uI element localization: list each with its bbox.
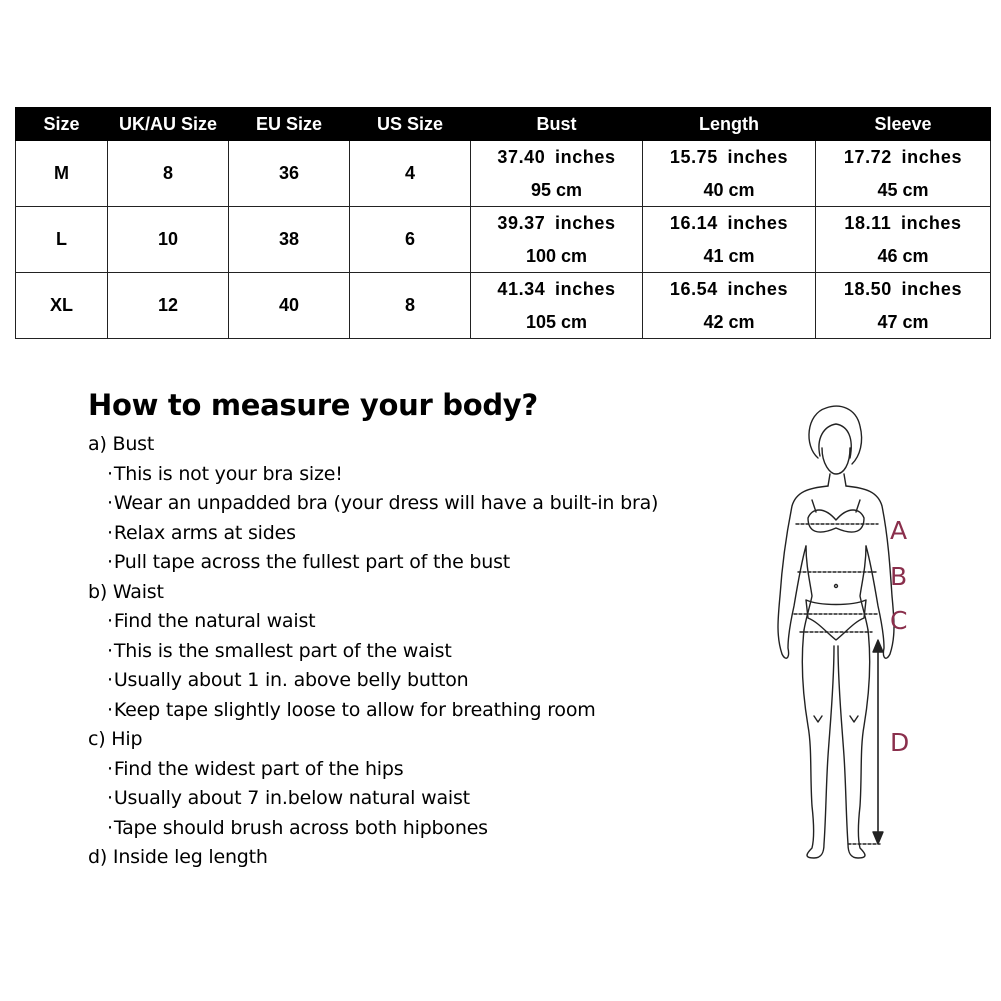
table-row [16, 207, 991, 273]
cell-size: M [16, 141, 108, 207]
cell-uk-au: 10 [108, 207, 229, 273]
body-measurement-figure-icon [760, 396, 930, 886]
waist-tip: · This is the smallest part of the waist [88, 637, 728, 667]
header-uk-au-size: UK/AU Size [108, 108, 229, 141]
cell-eu: 40 [229, 273, 350, 339]
bust-cm: 100 cm [525, 245, 588, 266]
section-heading-inside-leg: d) Inside leg length [88, 846, 268, 868]
label-b: B [890, 562, 908, 591]
waist-tip: · Keep tape slightly loose to allow for breathing room [88, 696, 728, 726]
header-bust: Bust [471, 108, 643, 141]
bust-tip: · Wear an unpadded bra (your dress will have a built-in bra) [88, 489, 728, 519]
cell-sleeve [816, 141, 991, 207]
size-chart-table [15, 107, 991, 339]
waist-tip: · Find the natural waist [88, 607, 728, 637]
length-inches: 16.14 inches [669, 213, 789, 234]
cell-us: 6 [350, 207, 471, 273]
waist-tip: · Usually about 1 in. above belly button [88, 666, 728, 696]
bust-inches: 37.40 inches [497, 147, 616, 168]
bust-tip: · Pull tape across the fullest part of the bust [88, 548, 728, 578]
length-cm: 42 cm [703, 311, 755, 332]
cell-eu: 38 [229, 207, 350, 273]
bust-tip: · This is not your bra size! [88, 460, 728, 490]
cell-uk-au: 8 [108, 141, 229, 207]
measure-guide [88, 386, 728, 873]
label-d: D [890, 728, 910, 757]
cell-sleeve [816, 207, 991, 273]
bust-cm: 105 cm [525, 311, 588, 332]
cell-length [643, 207, 816, 273]
length-cm: 40 cm [703, 179, 755, 200]
cell-eu: 36 [229, 141, 350, 207]
label-c: C [890, 606, 908, 635]
cell-length [643, 141, 816, 207]
section-heading-waist: b) Waist [88, 580, 164, 603]
sleeve-cm: 47 cm [877, 311, 929, 332]
section-heading-hip: c) Hip [88, 728, 143, 750]
sleeve-inches: 18.50 inches [843, 279, 963, 300]
table-header-row [16, 108, 991, 141]
sleeve-cm: 45 cm [877, 179, 929, 200]
cell-bust [471, 273, 643, 339]
bust-inches: 41.34 inches [497, 279, 616, 300]
bust-cm: 95 cm [530, 179, 583, 200]
guide-list [88, 430, 728, 873]
cell-bust [471, 207, 643, 273]
hip-tip: · Tape should brush across both hipbones [88, 814, 728, 844]
cell-us: 8 [350, 273, 471, 339]
guide-title: How to measure your body? [88, 388, 538, 422]
header-sleeve: Sleeve [816, 108, 991, 141]
sleeve-inches: 17.72 inches [843, 147, 963, 168]
header-length: Length [643, 108, 816, 141]
bust-inches: 39.37 inches [497, 213, 616, 234]
cell-size: L [16, 207, 108, 273]
label-a: A [890, 516, 908, 545]
cell-size: XL [16, 273, 108, 339]
table-row [16, 141, 991, 207]
length-inches: 15.75 inches [669, 147, 789, 168]
sleeve-inches: 18.11 inches [844, 213, 962, 234]
bust-tip: · Relax arms at sides [88, 519, 728, 549]
section-heading-bust: a) Bust [88, 433, 155, 455]
hip-tip: · Find the widest part of the hips [88, 755, 728, 785]
table-row [16, 273, 991, 339]
sleeve-cm: 46 cm [877, 245, 929, 266]
cell-us: 4 [350, 141, 471, 207]
header-eu-size: EU Size [229, 108, 350, 141]
cell-uk-au: 12 [108, 273, 229, 339]
hip-tip: · Usually about 7 in.below natural waist [88, 784, 728, 814]
length-cm: 41 cm [703, 245, 755, 266]
cell-sleeve [816, 273, 991, 339]
length-inches: 16.54 inches [669, 279, 789, 300]
cell-length [643, 273, 816, 339]
cell-bust [471, 141, 643, 207]
header-us-size: US Size [350, 108, 471, 141]
header-size: Size [16, 108, 108, 141]
